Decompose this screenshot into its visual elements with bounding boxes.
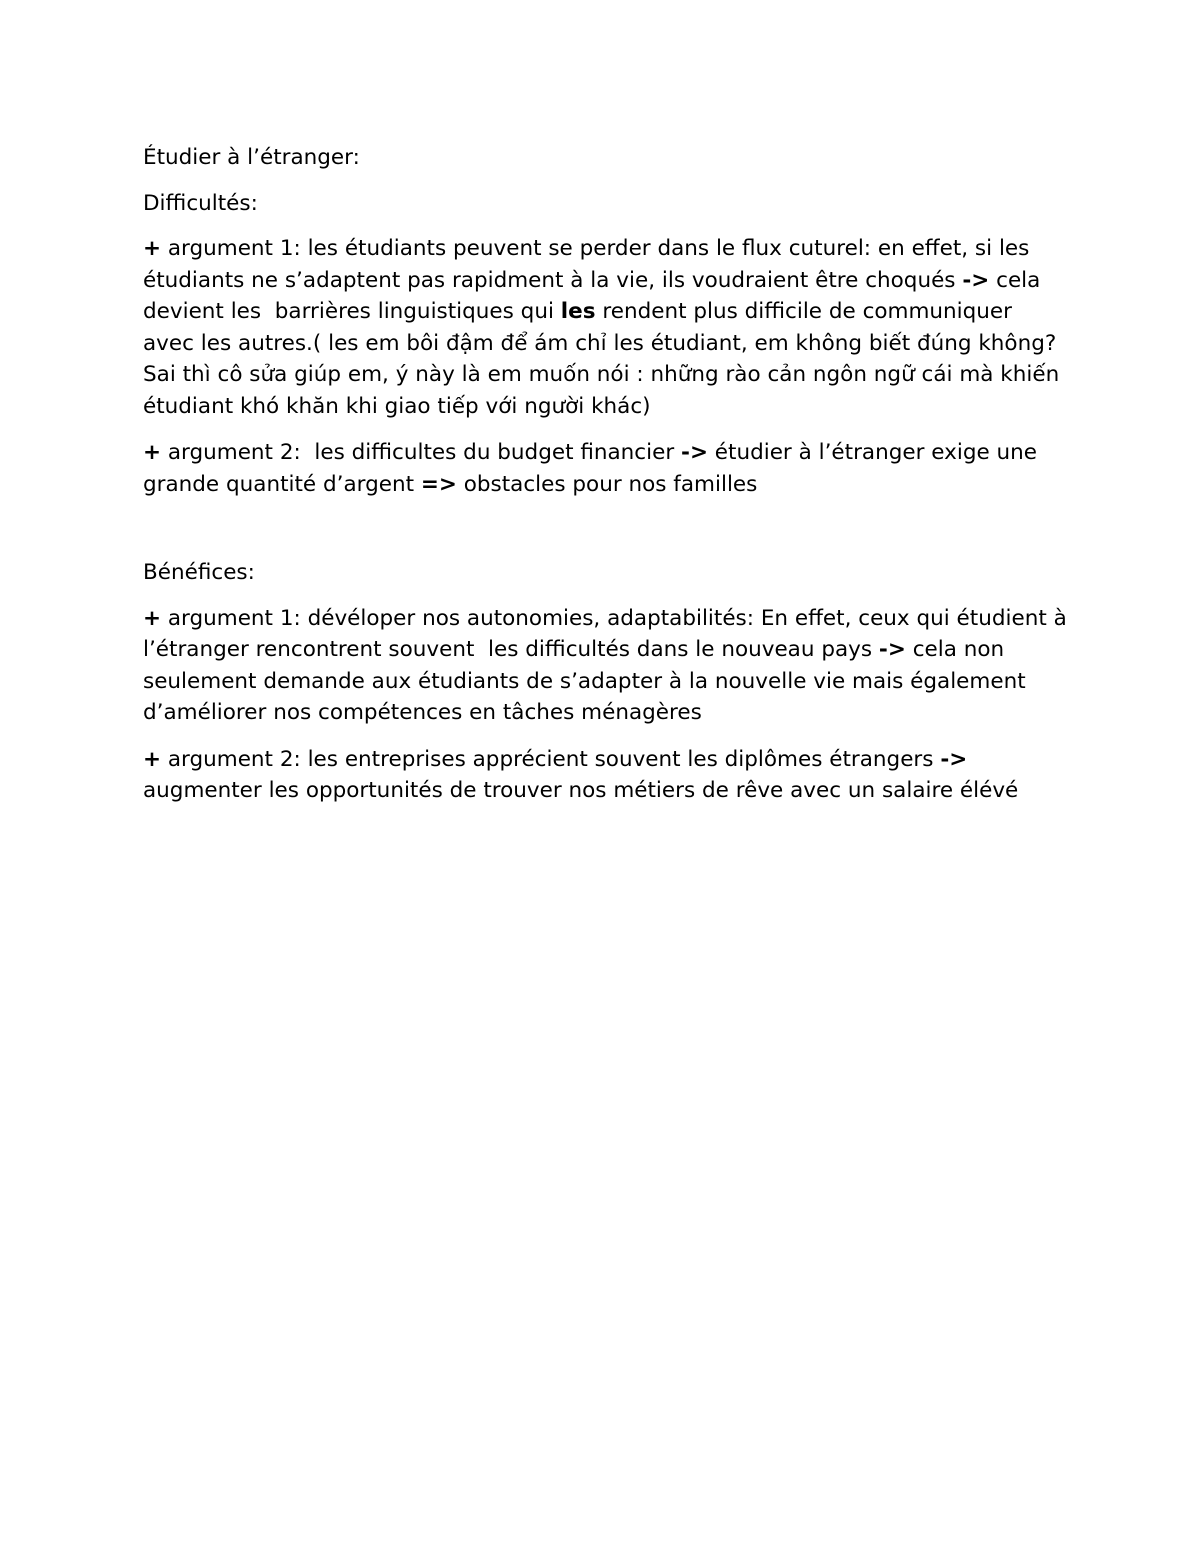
plus-bullet: +	[143, 746, 162, 772]
benefit-argument-2: + argument 2: les entreprises apprécient souvent les diplômes étrangers -> augmenter les opportunités de trouver nos métiers de rêve avec un salaire élévé	[143, 746, 1019, 803]
arrow-symbol: ->	[940, 746, 968, 772]
bold-word: les	[560, 299, 596, 324]
benefit-argument-1: + argument 1: dévéloper nos autonomies, adaptabilités: En effet, ceux qui étudient à l’étranger rencontrent souvent les difficultés dans le nouveau pays -> cela non seulement demande aux étudiants de s’adapter à la nouvelle vie mais également d’améliorer nos compétences en tâches ménagères	[143, 605, 1074, 725]
difficulty-argument-2: + argument 2: les difficultes du budget financier -> étudier à l’étranger exige une grande quantité d’argent => obstacles pour nos familles	[143, 440, 1044, 497]
blank-line	[143, 515, 1068, 557]
plus-bullet: +	[143, 440, 162, 465]
arrow-symbol: ->	[681, 440, 708, 465]
benefits-heading: Bénéfices:	[143, 560, 255, 585]
document-title: Étudier à l’étranger:	[143, 145, 360, 170]
plus-bullet: +	[143, 605, 162, 631]
document-page	[143, 142, 1074, 822]
arrow-symbol: ->	[878, 637, 906, 662]
plus-bullet: +	[143, 236, 162, 261]
double-arrow-symbol: =>	[420, 471, 457, 497]
difficulties-heading: Difficultés:	[143, 190, 258, 216]
arrow-symbol: ->	[962, 267, 990, 293]
difficulty-argument-1: + argument 1: les étudiants peuvent se perder dans le flux cuturel: en effet, si les étudiants ne s’adaptent pas rapidment à la vie, ils voudraient être choqués -> cela devient les barrières linguistiques qui les rendent plus difficile de communiquer avec les autres.( les em bôi đậm để ám chỉ les étudiant, em không biết đúng không? Sai thì cô sửa giúp em, ý này là em muốn nói : những rào cản ngôn ngữ cái mà khiến étudiant khó khăn khi giao tiếp với người khác)	[143, 236, 1067, 419]
